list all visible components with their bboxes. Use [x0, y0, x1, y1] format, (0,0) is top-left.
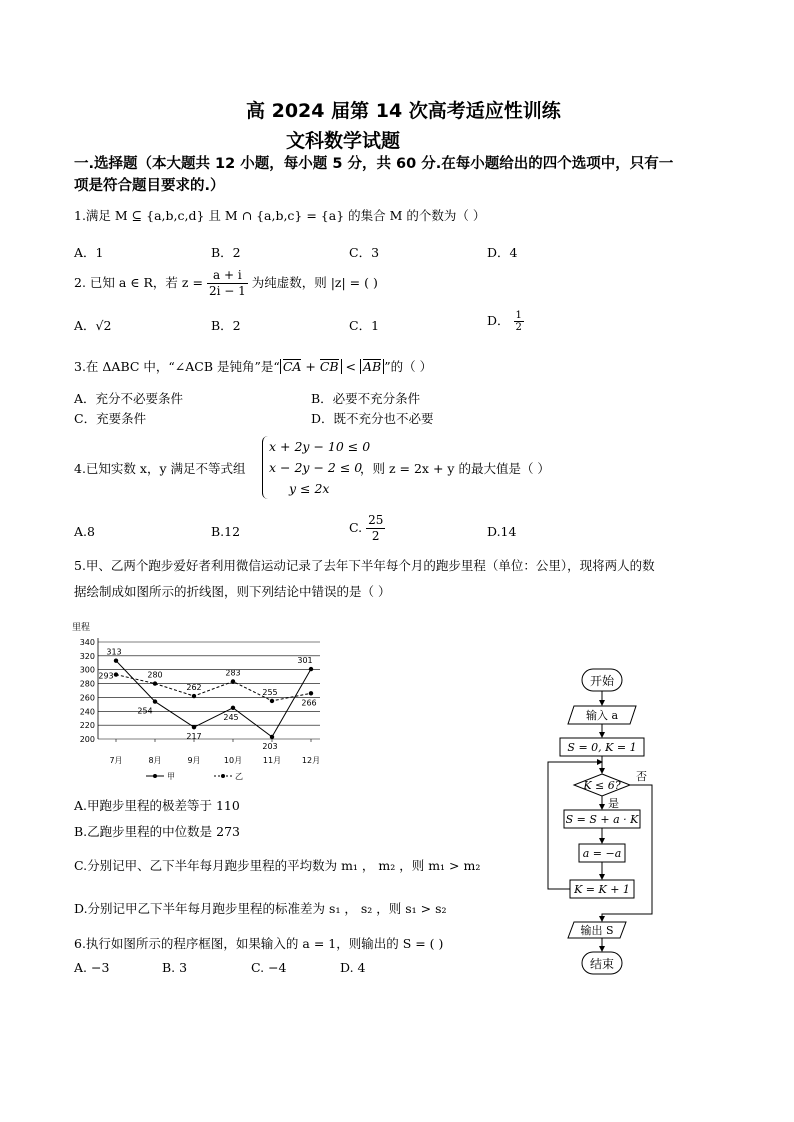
- page-title: 高 2024 届第 14 次高考适应性训练: [246, 100, 561, 122]
- chart-point: [270, 735, 274, 739]
- q5-option-b: B.乙跑步里程的中位数是 273: [74, 824, 240, 839]
- q6-option-b: B. 3: [162, 960, 188, 975]
- chart-ylabel: 里程: [72, 623, 91, 633]
- chart-point: [309, 667, 313, 671]
- q4-option-c-label: C.: [349, 520, 363, 535]
- q1-option-a: A．1: [74, 245, 104, 260]
- chart-point: [192, 694, 196, 698]
- chart-xtick-label: 7月: [109, 756, 123, 765]
- chart-plot: [72, 622, 320, 781]
- chart-data-label: 301: [297, 656, 313, 666]
- chart-legend-marker-yi: [221, 774, 225, 778]
- q2-suffix: 为纯虚数，则 |z| = ( ): [251, 275, 378, 290]
- q4-brace: [262, 436, 370, 499]
- q2-option-b: B．2: [211, 318, 241, 333]
- q3-option-d: D．既不充分也不必要: [311, 411, 434, 426]
- q1-option-c: C．3: [349, 245, 380, 260]
- q3-prefix: 3.在 ΔABC 中，“∠ACB 是钝角”是“: [74, 359, 280, 374]
- q3-vector-ca: CA: [282, 359, 302, 374]
- q4-ineq-3: y ≤ 2x: [289, 481, 330, 496]
- chart-series-line-yi: [116, 675, 311, 701]
- chart-point: [114, 672, 118, 676]
- chart-xtick-label: 8月: [148, 756, 162, 765]
- section-instruction-line2: 项是符合题目要求的.）: [74, 178, 225, 194]
- question-1-text: 1.满足 M ⊆ {a,b,c,d} 且 M ∩ {a,b,c} = {a} 的集合 M 的个数为（ ）: [74, 208, 486, 223]
- chart-data-label: 262: [186, 683, 202, 693]
- q3-vector-cb: CB: [319, 359, 339, 374]
- flow-step2-label: a = −a: [582, 847, 622, 860]
- q3-abs-sum: [280, 359, 342, 374]
- chart-data-label: 313: [106, 647, 122, 657]
- chart-data-label: 217: [186, 732, 202, 742]
- q2-d-numerator: 1: [515, 310, 522, 321]
- q2-option-d: [487, 310, 524, 333]
- q2-prefix: 2. 已知 a ∈ R，若 z =: [74, 275, 203, 290]
- q4-option-a: A.8: [74, 524, 95, 539]
- chart-point: [153, 699, 157, 703]
- q4-c-denominator: 2: [371, 529, 380, 543]
- chart-point: [309, 691, 313, 695]
- q2-option-c: C．1: [349, 318, 380, 333]
- chart-data-label: 245: [223, 712, 239, 722]
- chart-ytick-label: 280: [79, 679, 95, 689]
- q4-ineq-2: x − 2y − 2 ≤ 0: [269, 460, 363, 475]
- q2-option-a: A．√2: [74, 318, 112, 333]
- flow-step3-label: K = K + 1: [574, 883, 630, 896]
- chart-ytick-label: 260: [79, 693, 95, 703]
- q4-inequality-system: [262, 436, 370, 499]
- chart-ytick-label: 200: [79, 735, 95, 744]
- flow-output-label: 输出 S: [580, 924, 614, 937]
- chart-data-label: 255: [262, 687, 278, 697]
- q6-option-d: D. 4: [340, 960, 366, 975]
- flow-no-label: 否: [636, 770, 647, 783]
- q4-option-c: [349, 513, 385, 544]
- q3-less-than: <: [341, 359, 360, 374]
- section-instruction-line1: 一.选择题（本大题共 12 小题，每小题 5 分，共 60 分.在每小题给出的四个选项中，只有一: [74, 156, 674, 172]
- chart-xtick-label: 12月: [301, 756, 321, 765]
- flow-condition-label: K ≤ 6?: [583, 779, 621, 792]
- question-4-prefix: 4.已知实数 x，y 满足不等式组: [74, 461, 246, 476]
- chart-point: [231, 706, 235, 710]
- chart-point: [153, 681, 157, 685]
- chart-ytick-label: 240: [79, 707, 95, 717]
- flow-step1-label: S = S + a · K: [565, 813, 639, 826]
- flow-input-label: 输入 a: [585, 709, 619, 722]
- question-4-suffix: ，则 z = 2x + y 的最大值是（ ）: [360, 461, 550, 476]
- chart-xtick-label: 10月: [223, 756, 243, 765]
- q5-option-c: C.分别记甲、乙下半年每月跑步里程的平均数为 m₁ ， m₂ ，则 m₁ > m₂: [74, 858, 481, 873]
- q4-option-b: B.12: [211, 524, 241, 539]
- question-2-text: [74, 268, 378, 299]
- q3-abs-ab: [360, 359, 384, 374]
- chart-data-label: 203: [262, 741, 278, 751]
- q1-option-b: B．2: [211, 245, 241, 260]
- q2-option-d-fraction: [514, 310, 524, 333]
- program-flowchart: [540, 664, 670, 984]
- chart-xtick-label: 11月: [262, 756, 282, 765]
- mileage-line-chart: [70, 618, 330, 786]
- question-5-line2: 据绘制成如图所示的折线图，则下列结论中错误的是（ ）: [74, 584, 391, 599]
- q2-option-d-label: D．: [487, 313, 510, 328]
- chart-data-label: 254: [137, 706, 153, 716]
- q4-ineq-1: x + 2y − 10 ≤ 0: [269, 439, 371, 454]
- question-5-line1: 5.甲、乙两个跑步爱好者利用微信运动记录了去年下半年每个月的跑步里程（单位：公里），现将两人的数: [74, 558, 655, 573]
- q3-plus: +: [301, 359, 320, 374]
- chart-point: [114, 659, 118, 663]
- chart-ytick-label: 220: [79, 721, 95, 731]
- q2-fraction-numerator: a + i: [207, 268, 248, 284]
- q3-suffix: ”的（ ）: [384, 359, 433, 374]
- flow-end-label: 结束: [589, 957, 615, 971]
- page-subtitle: 文科数学试题: [286, 130, 401, 152]
- chart-legend-label-jia: 甲: [167, 772, 175, 781]
- chart-ytick-label: 300: [79, 665, 95, 675]
- chart-data-label: 280: [147, 670, 163, 680]
- flow-yes-label: 是: [608, 797, 619, 810]
- chart-xtick-label: 9月: [187, 756, 201, 765]
- q5-option-a: A.甲跑步里程的极差等于 110: [74, 798, 240, 813]
- q3-vector-ab: AB: [363, 359, 382, 374]
- q4-option-d: D.14: [487, 524, 517, 539]
- chart-data-label: 293: [98, 671, 114, 681]
- q6-option-c: C. −4: [251, 960, 287, 975]
- q6-option-a: A. −3: [74, 960, 110, 975]
- q2-fraction: [207, 268, 248, 299]
- q3-option-a: A．充分不必要条件: [74, 391, 184, 406]
- flow-start-label: 开始: [589, 674, 615, 688]
- flow-init-label: S = 0, K = 1: [567, 741, 637, 754]
- chart-legend-marker-jia: [153, 774, 157, 778]
- q4-option-c-fraction: [366, 513, 385, 544]
- chart-legend-label-yi: 乙: [235, 772, 243, 781]
- q2-d-denominator: 2: [515, 322, 522, 333]
- question-3-text: [74, 357, 432, 375]
- chart-point: [192, 725, 196, 729]
- chart-point: [231, 679, 235, 683]
- chart-ytick-label: 320: [79, 651, 95, 661]
- chart-ytick-label: 340: [79, 638, 95, 647]
- q3-option-c: C．充要条件: [74, 411, 147, 426]
- chart-data-label: 266: [301, 698, 317, 708]
- q4-c-numerator: 25: [368, 513, 384, 527]
- question-6-text: 6.执行如图所示的程序框图，如果输入的 a = 1，则输出的 S = ( ): [74, 936, 444, 951]
- q2-fraction-denominator: 2i − 1: [208, 284, 246, 298]
- q1-option-d: D．4: [487, 245, 518, 260]
- chart-point: [270, 699, 274, 703]
- q3-option-b: B．必要不充分条件: [311, 391, 421, 406]
- q5-option-d: D.分别记甲乙下半年每月跑步里程的标准差为 s₁ ， s₂ ，则 s₁ > s₂: [74, 901, 447, 916]
- chart-data-label: 283: [225, 668, 241, 678]
